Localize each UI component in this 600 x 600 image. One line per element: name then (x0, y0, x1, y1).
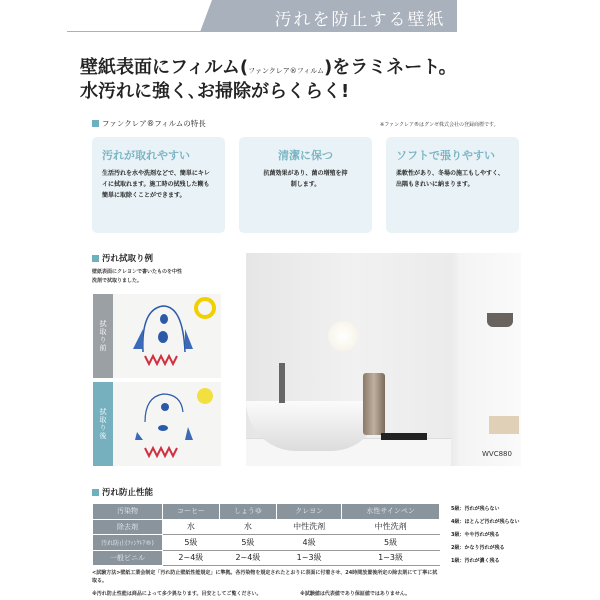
header-cell: しょうゆ (219, 504, 276, 520)
method-note: <試験方法>壁紙工業会制定「汚れ防止壁紙性能規定」に準拠。各汚染物を規定されたとおりに表面に付着させ、24時間放置後所定の除去剤にて丁寧に拭取る。 (92, 570, 438, 584)
after-image (93, 382, 221, 466)
cell: 1~3級 (342, 550, 440, 566)
card-text: 抗菌効果があり、菌の増殖を抑制します。 (263, 170, 348, 188)
square-icon (92, 120, 99, 127)
cell: 2~4級 (219, 550, 276, 566)
banner-title: 汚れを防止する壁紙 (274, 10, 446, 30)
header-cell: コーヒー (163, 504, 220, 520)
orchid (328, 321, 358, 351)
legend-item: 5級：汚れが残らない (451, 506, 500, 512)
footnote: ※試験値は代表値であり保証値ではありません。 (300, 591, 411, 597)
row-label: 汚れ防止(ﾌｧﾝｸﾚｱ®) (93, 535, 163, 551)
cell: 中性洗剤 (342, 519, 440, 535)
headline-line1: 壁紙表面にフィルム(ファンクレア®フィルム)をラミネート。 (80, 57, 457, 78)
example-desc: 壁紙表面にクレヨンで書いたものを中性洗剤で拭取りました。 (92, 269, 183, 284)
before-label: 拭取り前 (93, 294, 113, 378)
headline-line2: 水汚れに強く､お掃除がらくらく! (80, 81, 350, 102)
cell: 水 (219, 519, 276, 535)
row-label: 除去剤 (93, 519, 163, 535)
cell: 2~4級 (163, 550, 220, 566)
card-title: 汚れが取れやすい (102, 149, 190, 162)
cell: 1~3級 (277, 550, 342, 566)
cell: 4級 (277, 535, 342, 551)
legend-item: 3級：やや汚れが残る (451, 532, 500, 538)
header-cell: 汚染物 (93, 504, 163, 520)
towel (489, 416, 519, 434)
before-image (93, 294, 221, 378)
header-cell: 水性サインペン (342, 504, 440, 520)
table-row (93, 519, 440, 535)
footnote: ※汚れ防止性能は商品によって多少異なります。目安としてご覧ください。 (92, 591, 262, 597)
legend-item: 4級：ほとんど汚れが残らない (451, 519, 520, 525)
table-row (93, 550, 440, 566)
header-cell: クレヨン (277, 504, 342, 520)
cell: 5級 (219, 535, 276, 551)
cell: 中性洗剤 (277, 519, 342, 535)
crayon-drawing-before (113, 294, 221, 378)
card-text: 生活汚れを水や洗剤などで、簡単にキレイに拭取れます。施工時の拭残した糊も簡単に取除くことができます。 (102, 170, 210, 199)
features-heading: ファンクレア®フィルムの特長 (92, 118, 206, 129)
divider (67, 31, 457, 32)
card-title: ソフトで張りやすい (396, 149, 495, 162)
legend-item: 1級：汚れが濃く残る (451, 558, 500, 564)
feature-card (239, 137, 372, 233)
bowl (487, 313, 513, 327)
legend-item: 2級：かなり汚れが残る (451, 545, 505, 551)
after-label: 拭取り後 (93, 382, 113, 466)
feature-card (92, 137, 225, 233)
row-label: 一般ビニル (93, 550, 163, 566)
cell: 5級 (342, 535, 440, 551)
vase (363, 373, 385, 435)
faucet (279, 363, 285, 403)
card-title: 清潔に保つ (278, 149, 333, 162)
table-header-row (93, 504, 440, 520)
performance-heading: 汚れ防止性能 (92, 486, 153, 498)
trademark-note: ※ファンクレア®はグンゼ株式会社の登録商標です。 (380, 122, 499, 128)
example-heading: 汚れ拭取り例 (92, 252, 153, 264)
product-code: WVC880 (482, 450, 512, 458)
bathroom-photo (246, 253, 521, 466)
cell: 水 (163, 519, 220, 535)
feature-card (386, 137, 519, 233)
crayon-drawing-after (113, 382, 221, 466)
square-icon (92, 489, 99, 496)
card-text: 柔軟性があり、冬場の施工もしやすく、出隅もきれいに納まります。 (396, 170, 504, 188)
soap-dish (381, 433, 427, 440)
table-row (93, 535, 440, 551)
performance-table (92, 503, 440, 566)
cell: 5級 (163, 535, 220, 551)
square-icon (92, 255, 99, 262)
